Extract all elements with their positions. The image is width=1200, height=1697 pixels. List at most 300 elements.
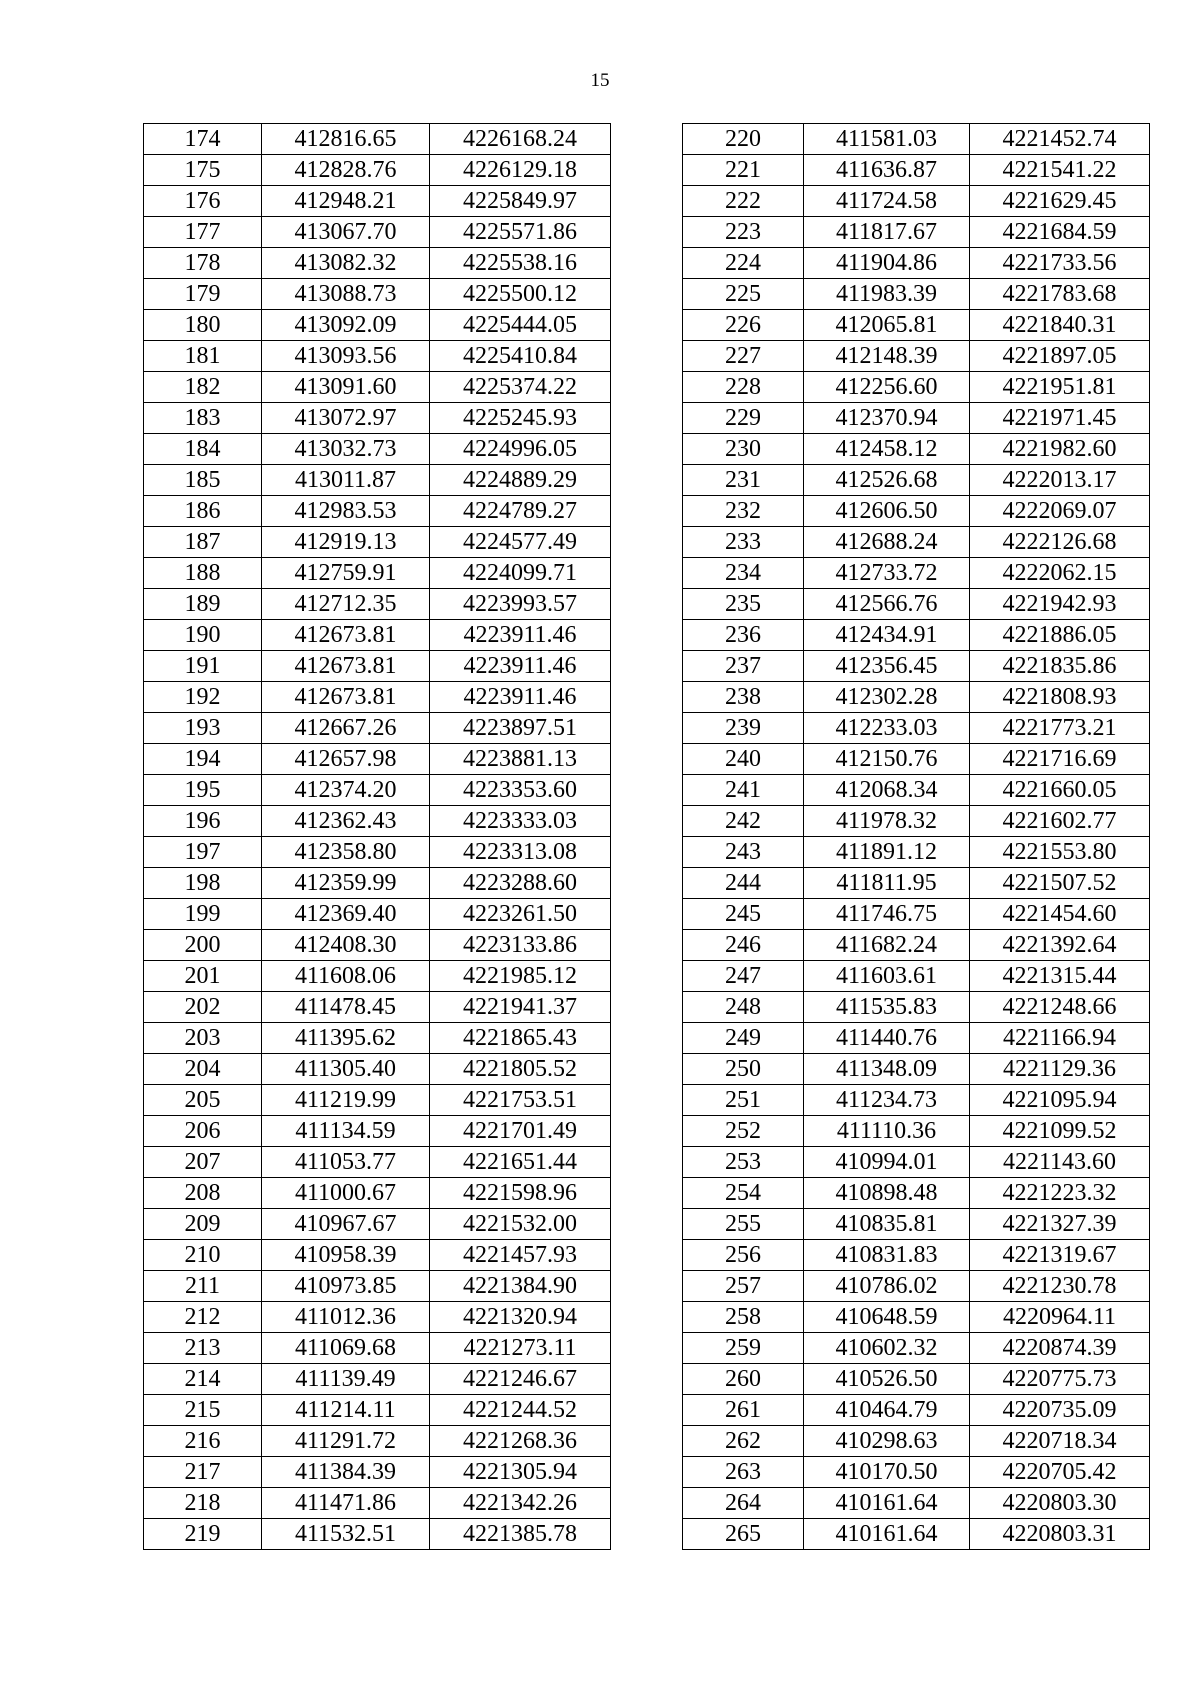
y-coordinate-cell: 4225849.97 (430, 186, 611, 217)
y-coordinate-cell: 4223261.50 (430, 899, 611, 930)
y-coordinate-cell: 4223911.46 (430, 620, 611, 651)
table-row (144, 496, 611, 527)
x-coordinate-cell: 410648.59 (804, 1302, 970, 1333)
x-coordinate-cell: 410831.83 (804, 1240, 970, 1271)
x-coordinate-cell: 412434.91 (804, 620, 970, 651)
x-coordinate-cell: 412688.24 (804, 527, 970, 558)
table-row (683, 217, 1150, 248)
y-coordinate-cell: 4221660.05 (970, 775, 1150, 806)
table-row (144, 1209, 611, 1240)
point-number-cell: 187 (144, 527, 262, 558)
point-number-cell: 192 (144, 682, 262, 713)
y-coordinate-cell: 4223911.46 (430, 651, 611, 682)
table-row (683, 899, 1150, 930)
x-coordinate-cell: 411053.77 (262, 1147, 430, 1178)
table-row (683, 1364, 1150, 1395)
table-row (144, 961, 611, 992)
y-coordinate-cell: 4221971.45 (970, 403, 1150, 434)
table-row (144, 1519, 611, 1550)
point-number-cell: 234 (683, 558, 804, 589)
point-number-cell: 258 (683, 1302, 804, 1333)
y-coordinate-cell: 4221651.44 (430, 1147, 611, 1178)
y-coordinate-cell: 4221835.86 (970, 651, 1150, 682)
table-row (683, 930, 1150, 961)
point-number-cell: 190 (144, 620, 262, 651)
point-number-cell: 229 (683, 403, 804, 434)
x-coordinate-cell: 410786.02 (804, 1271, 970, 1302)
x-coordinate-cell: 412919.13 (262, 527, 430, 558)
x-coordinate-cell: 412408.30 (262, 930, 430, 961)
point-number-cell: 213 (144, 1333, 262, 1364)
point-number-cell: 204 (144, 1054, 262, 1085)
y-coordinate-cell: 4221951.81 (970, 372, 1150, 403)
y-coordinate-cell: 4221716.69 (970, 744, 1150, 775)
x-coordinate-cell: 412712.35 (262, 589, 430, 620)
table-row (683, 403, 1150, 434)
point-number-cell: 183 (144, 403, 262, 434)
x-coordinate-cell: 411214.11 (262, 1395, 430, 1426)
y-coordinate-cell: 4221840.31 (970, 310, 1150, 341)
table-row (144, 1054, 611, 1085)
point-number-cell: 200 (144, 930, 262, 961)
x-coordinate-cell: 411110.36 (804, 1116, 970, 1147)
point-number-cell: 236 (683, 620, 804, 651)
table-row (683, 992, 1150, 1023)
x-coordinate-cell: 410602.32 (804, 1333, 970, 1364)
x-coordinate-cell: 413091.60 (262, 372, 430, 403)
table-row (683, 961, 1150, 992)
x-coordinate-cell: 412150.76 (804, 744, 970, 775)
x-coordinate-cell: 412673.81 (262, 620, 430, 651)
y-coordinate-cell: 4223993.57 (430, 589, 611, 620)
y-coordinate-cell: 4225500.12 (430, 279, 611, 310)
table-row (144, 1302, 611, 1333)
point-number-cell: 218 (144, 1488, 262, 1519)
x-coordinate-cell: 413072.97 (262, 403, 430, 434)
point-number-cell: 255 (683, 1209, 804, 1240)
y-coordinate-cell: 4221273.11 (430, 1333, 611, 1364)
x-coordinate-cell: 410526.50 (804, 1364, 970, 1395)
x-coordinate-cell: 412606.50 (804, 496, 970, 527)
point-number-cell: 201 (144, 961, 262, 992)
point-number-cell: 237 (683, 651, 804, 682)
point-number-cell: 209 (144, 1209, 262, 1240)
y-coordinate-cell: 4224789.27 (430, 496, 611, 527)
x-coordinate-cell: 412816.65 (262, 124, 430, 155)
x-coordinate-cell: 411724.58 (804, 186, 970, 217)
point-number-cell: 256 (683, 1240, 804, 1271)
x-coordinate-cell: 411000.67 (262, 1178, 430, 1209)
y-coordinate-cell: 4225444.05 (430, 310, 611, 341)
x-coordinate-cell: 411603.61 (804, 961, 970, 992)
point-number-cell: 195 (144, 775, 262, 806)
table-row (144, 1085, 611, 1116)
table-row (144, 1395, 611, 1426)
point-number-cell: 223 (683, 217, 804, 248)
point-number-cell: 250 (683, 1054, 804, 1085)
table-row (683, 1054, 1150, 1085)
point-number-cell: 199 (144, 899, 262, 930)
y-coordinate-cell: 4224996.05 (430, 434, 611, 465)
y-coordinate-cell: 4221454.60 (970, 899, 1150, 930)
y-coordinate-cell: 4221753.51 (430, 1085, 611, 1116)
y-coordinate-cell: 4221598.96 (430, 1178, 611, 1209)
point-number-cell: 260 (683, 1364, 804, 1395)
y-coordinate-cell: 4226129.18 (430, 155, 611, 186)
x-coordinate-cell: 411811.95 (804, 868, 970, 899)
point-number-cell: 198 (144, 868, 262, 899)
x-coordinate-cell: 410835.81 (804, 1209, 970, 1240)
table-row (683, 1209, 1150, 1240)
point-number-cell: 203 (144, 1023, 262, 1054)
y-coordinate-cell: 4221684.59 (970, 217, 1150, 248)
x-coordinate-cell: 411471.86 (262, 1488, 430, 1519)
x-coordinate-cell: 410958.39 (262, 1240, 430, 1271)
point-number-cell: 261 (683, 1395, 804, 1426)
point-number-cell: 214 (144, 1364, 262, 1395)
x-coordinate-cell: 411134.59 (262, 1116, 430, 1147)
point-number-cell: 239 (683, 713, 804, 744)
table-row (683, 496, 1150, 527)
table-row (683, 837, 1150, 868)
table-row (683, 1085, 1150, 1116)
y-coordinate-cell: 4221223.32 (970, 1178, 1150, 1209)
point-number-cell: 196 (144, 806, 262, 837)
x-coordinate-cell: 411069.68 (262, 1333, 430, 1364)
table-row (144, 1488, 611, 1519)
x-coordinate-cell: 413093.56 (262, 341, 430, 372)
point-number-cell: 259 (683, 1333, 804, 1364)
point-number-cell: 240 (683, 744, 804, 775)
table-row (683, 713, 1150, 744)
table-row (683, 775, 1150, 806)
table-row (144, 465, 611, 496)
point-number-cell: 211 (144, 1271, 262, 1302)
x-coordinate-cell: 412369.40 (262, 899, 430, 930)
point-number-cell: 182 (144, 372, 262, 403)
y-coordinate-cell: 4221602.77 (970, 806, 1150, 837)
table-row (683, 248, 1150, 279)
table-row (144, 1457, 611, 1488)
table-row (683, 1488, 1150, 1519)
table-row (144, 1116, 611, 1147)
point-number-cell: 205 (144, 1085, 262, 1116)
y-coordinate-cell: 4221457.93 (430, 1240, 611, 1271)
y-coordinate-cell: 4221392.64 (970, 930, 1150, 961)
table-row (683, 1395, 1150, 1426)
table-row (144, 868, 611, 899)
y-coordinate-cell: 4223911.46 (430, 682, 611, 713)
coordinates-table-right (682, 123, 1150, 1550)
table-row (144, 1271, 611, 1302)
table-row (144, 1426, 611, 1457)
point-number-cell: 262 (683, 1426, 804, 1457)
x-coordinate-cell: 410994.01 (804, 1147, 970, 1178)
x-coordinate-cell: 412148.39 (804, 341, 970, 372)
table-row (144, 248, 611, 279)
y-coordinate-cell: 4220735.09 (970, 1395, 1150, 1426)
point-number-cell: 184 (144, 434, 262, 465)
x-coordinate-cell: 410298.63 (804, 1426, 970, 1457)
table-row (683, 1116, 1150, 1147)
y-coordinate-cell: 4225245.93 (430, 403, 611, 434)
x-coordinate-cell: 413088.73 (262, 279, 430, 310)
point-number-cell: 242 (683, 806, 804, 837)
x-coordinate-cell: 411139.49 (262, 1364, 430, 1395)
y-coordinate-cell: 4223333.03 (430, 806, 611, 837)
y-coordinate-cell: 4220803.30 (970, 1488, 1150, 1519)
y-coordinate-cell: 4220775.73 (970, 1364, 1150, 1395)
table-row (144, 310, 611, 341)
table-row (144, 775, 611, 806)
y-coordinate-cell: 4221452.74 (970, 124, 1150, 155)
point-number-cell: 227 (683, 341, 804, 372)
point-number-cell: 235 (683, 589, 804, 620)
table-row (683, 744, 1150, 775)
y-coordinate-cell: 4221982.60 (970, 434, 1150, 465)
point-number-cell: 249 (683, 1023, 804, 1054)
table-row (683, 1023, 1150, 1054)
table-row (683, 589, 1150, 620)
point-number-cell: 248 (683, 992, 804, 1023)
point-number-cell: 238 (683, 682, 804, 713)
table-row (683, 1178, 1150, 1209)
point-number-cell: 186 (144, 496, 262, 527)
x-coordinate-cell: 411348.09 (804, 1054, 970, 1085)
x-coordinate-cell: 412362.43 (262, 806, 430, 837)
point-number-cell: 251 (683, 1085, 804, 1116)
y-coordinate-cell: 4221315.44 (970, 961, 1150, 992)
x-coordinate-cell: 410161.64 (804, 1519, 970, 1550)
x-coordinate-cell: 411746.75 (804, 899, 970, 930)
x-coordinate-cell: 411817.67 (804, 217, 970, 248)
point-number-cell: 216 (144, 1426, 262, 1457)
x-coordinate-cell: 410170.50 (804, 1457, 970, 1488)
y-coordinate-cell: 4221166.94 (970, 1023, 1150, 1054)
x-coordinate-cell: 413067.70 (262, 217, 430, 248)
table-row (683, 1333, 1150, 1364)
point-number-cell: 207 (144, 1147, 262, 1178)
y-coordinate-cell: 4221319.67 (970, 1240, 1150, 1271)
y-coordinate-cell: 4223288.60 (430, 868, 611, 899)
table-row (683, 1271, 1150, 1302)
y-coordinate-cell: 4221941.37 (430, 992, 611, 1023)
y-coordinate-cell: 4222013.17 (970, 465, 1150, 496)
point-number-cell: 231 (683, 465, 804, 496)
x-coordinate-cell: 412458.12 (804, 434, 970, 465)
point-number-cell: 233 (683, 527, 804, 558)
x-coordinate-cell: 410898.48 (804, 1178, 970, 1209)
point-number-cell: 175 (144, 155, 262, 186)
point-number-cell: 264 (683, 1488, 804, 1519)
x-coordinate-cell: 411478.45 (262, 992, 430, 1023)
point-number-cell: 232 (683, 496, 804, 527)
point-number-cell: 185 (144, 465, 262, 496)
y-coordinate-cell: 4221342.26 (430, 1488, 611, 1519)
table-row (144, 589, 611, 620)
point-number-cell: 265 (683, 1519, 804, 1550)
y-coordinate-cell: 4221095.94 (970, 1085, 1150, 1116)
point-number-cell: 257 (683, 1271, 804, 1302)
x-coordinate-cell: 411395.62 (262, 1023, 430, 1054)
y-coordinate-cell: 4221268.36 (430, 1426, 611, 1457)
y-coordinate-cell: 4221327.39 (970, 1209, 1150, 1240)
y-coordinate-cell: 4221541.22 (970, 155, 1150, 186)
x-coordinate-cell: 413092.09 (262, 310, 430, 341)
y-coordinate-cell: 4223313.08 (430, 837, 611, 868)
x-coordinate-cell: 412948.21 (262, 186, 430, 217)
y-coordinate-cell: 4220705.42 (970, 1457, 1150, 1488)
x-coordinate-cell: 412256.60 (804, 372, 970, 403)
table-row (683, 1519, 1150, 1550)
point-number-cell: 252 (683, 1116, 804, 1147)
x-coordinate-cell: 412356.45 (804, 651, 970, 682)
table-row (144, 372, 611, 403)
x-coordinate-cell: 412359.99 (262, 868, 430, 899)
point-number-cell: 210 (144, 1240, 262, 1271)
table-row (144, 899, 611, 930)
y-coordinate-cell: 4224889.29 (430, 465, 611, 496)
table-row (144, 1364, 611, 1395)
x-coordinate-cell: 412302.28 (804, 682, 970, 713)
x-coordinate-cell: 410464.79 (804, 1395, 970, 1426)
x-coordinate-cell: 412983.53 (262, 496, 430, 527)
x-coordinate-cell: 411904.86 (804, 248, 970, 279)
x-coordinate-cell: 413032.73 (262, 434, 430, 465)
x-coordinate-cell: 411532.51 (262, 1519, 430, 1550)
y-coordinate-cell: 4220718.34 (970, 1426, 1150, 1457)
x-coordinate-cell: 411440.76 (804, 1023, 970, 1054)
y-coordinate-cell: 4221143.60 (970, 1147, 1150, 1178)
x-coordinate-cell: 412566.76 (804, 589, 970, 620)
coordinates-table-left (143, 123, 611, 1550)
point-number-cell: 206 (144, 1116, 262, 1147)
table-row (144, 527, 611, 558)
x-coordinate-cell: 412673.81 (262, 682, 430, 713)
x-coordinate-cell: 411608.06 (262, 961, 430, 992)
point-number-cell: 222 (683, 186, 804, 217)
point-number-cell: 219 (144, 1519, 262, 1550)
table-row (144, 434, 611, 465)
table-row (683, 620, 1150, 651)
y-coordinate-cell: 4222126.68 (970, 527, 1150, 558)
table-row (683, 558, 1150, 589)
x-coordinate-cell: 411384.39 (262, 1457, 430, 1488)
y-coordinate-cell: 4221701.49 (430, 1116, 611, 1147)
table-row (144, 930, 611, 961)
y-coordinate-cell: 4225538.16 (430, 248, 611, 279)
page-number: 15 (590, 70, 610, 91)
x-coordinate-cell: 412068.34 (804, 775, 970, 806)
table-row (683, 1240, 1150, 1271)
y-coordinate-cell: 4221783.68 (970, 279, 1150, 310)
table-row (683, 124, 1150, 155)
y-coordinate-cell: 4221532.00 (430, 1209, 611, 1240)
point-number-cell: 180 (144, 310, 262, 341)
table-row (144, 1240, 611, 1271)
table-row (683, 155, 1150, 186)
x-coordinate-cell: 410973.85 (262, 1271, 430, 1302)
point-number-cell: 176 (144, 186, 262, 217)
table-row (683, 682, 1150, 713)
y-coordinate-cell: 4221129.36 (970, 1054, 1150, 1085)
point-number-cell: 246 (683, 930, 804, 961)
table-row (683, 1302, 1150, 1333)
point-number-cell: 208 (144, 1178, 262, 1209)
point-number-cell: 224 (683, 248, 804, 279)
point-number-cell: 217 (144, 1457, 262, 1488)
point-number-cell: 194 (144, 744, 262, 775)
y-coordinate-cell: 4222069.07 (970, 496, 1150, 527)
point-number-cell: 247 (683, 961, 804, 992)
point-number-cell: 197 (144, 837, 262, 868)
table-row (683, 186, 1150, 217)
x-coordinate-cell: 411234.73 (804, 1085, 970, 1116)
point-number-cell: 253 (683, 1147, 804, 1178)
y-coordinate-cell: 4225374.22 (430, 372, 611, 403)
table-row (144, 155, 611, 186)
table-row (144, 744, 611, 775)
table-row (683, 1426, 1150, 1457)
table-row (683, 1147, 1150, 1178)
point-number-cell: 226 (683, 310, 804, 341)
table-row (144, 279, 611, 310)
table-row (144, 837, 611, 868)
point-number-cell: 191 (144, 651, 262, 682)
point-number-cell: 220 (683, 124, 804, 155)
table-row (144, 1147, 611, 1178)
y-coordinate-cell: 4221865.43 (430, 1023, 611, 1054)
x-coordinate-cell: 412673.81 (262, 651, 430, 682)
table-row (144, 403, 611, 434)
x-coordinate-cell: 412358.80 (262, 837, 430, 868)
y-coordinate-cell: 4221553.80 (970, 837, 1150, 868)
y-coordinate-cell: 4221942.93 (970, 589, 1150, 620)
y-coordinate-cell: 4221385.78 (430, 1519, 611, 1550)
point-number-cell: 179 (144, 279, 262, 310)
x-coordinate-cell: 410161.64 (804, 1488, 970, 1519)
point-number-cell: 178 (144, 248, 262, 279)
y-coordinate-cell: 4221230.78 (970, 1271, 1150, 1302)
point-number-cell: 212 (144, 1302, 262, 1333)
table-row (144, 1178, 611, 1209)
table-row (144, 186, 611, 217)
y-coordinate-cell: 4221629.45 (970, 186, 1150, 217)
table-row (683, 341, 1150, 372)
table-row (144, 558, 611, 589)
x-coordinate-cell: 412374.20 (262, 775, 430, 806)
point-number-cell: 230 (683, 434, 804, 465)
table-row (683, 651, 1150, 682)
x-coordinate-cell: 411305.40 (262, 1054, 430, 1085)
x-coordinate-cell: 412657.98 (262, 744, 430, 775)
x-coordinate-cell: 412733.72 (804, 558, 970, 589)
x-coordinate-cell: 411291.72 (262, 1426, 430, 1457)
table-row (144, 1333, 611, 1364)
table-row (144, 124, 611, 155)
point-number-cell: 193 (144, 713, 262, 744)
y-coordinate-cell: 4220964.11 (970, 1302, 1150, 1333)
y-coordinate-cell: 4220874.39 (970, 1333, 1150, 1364)
y-coordinate-cell: 4221320.94 (430, 1302, 611, 1333)
table-row (683, 465, 1150, 496)
point-number-cell: 263 (683, 1457, 804, 1488)
x-coordinate-cell: 412526.68 (804, 465, 970, 496)
table-row (144, 713, 611, 744)
x-coordinate-cell: 412233.03 (804, 713, 970, 744)
point-number-cell: 215 (144, 1395, 262, 1426)
point-number-cell: 244 (683, 868, 804, 899)
